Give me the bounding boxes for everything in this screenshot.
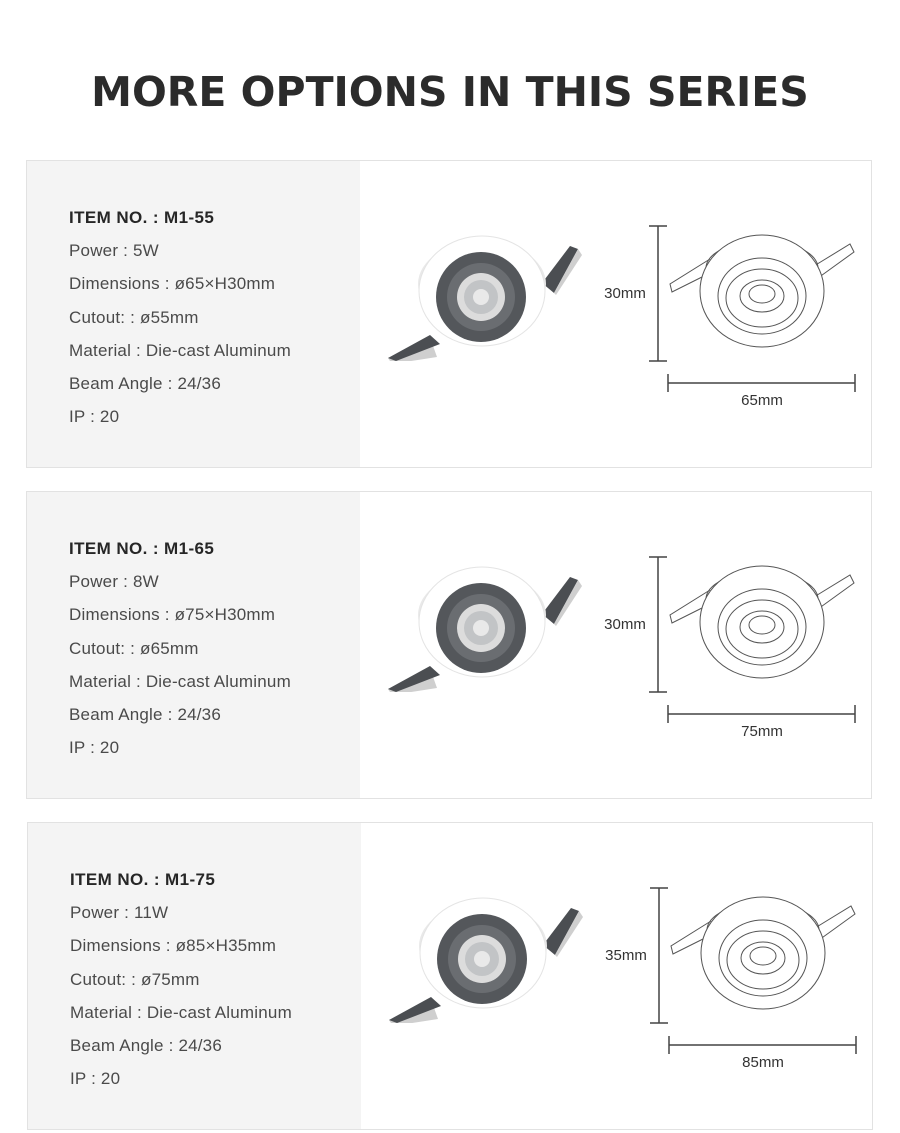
product-card-m1-75 <box>27 822 873 1130</box>
product-photo <box>383 893 583 1023</box>
spec-panel <box>27 492 360 798</box>
page-title: MORE OPTIONS IN THIS SERIES <box>91 68 809 116</box>
item-number: ITEM NO. : M1-75 <box>70 870 216 889</box>
spec-dimensions: Dimensions : ø85×H35mm <box>70 936 277 956</box>
spec-power: Power : 8W <box>69 572 159 592</box>
dimension-drawing <box>592 216 867 416</box>
spec-beam-angle: Beam Angle : 24/36 <box>69 373 221 393</box>
item-number: ITEM NO. : M1-55 <box>69 208 215 227</box>
width-label: 65mm <box>741 392 783 409</box>
product-photo <box>382 231 582 361</box>
width-label: 85mm <box>742 1054 784 1071</box>
height-label: 30mm <box>604 616 646 633</box>
product-photo <box>382 562 582 692</box>
spec-power: Power : 5W <box>69 241 159 261</box>
dimension-drawing <box>592 547 867 747</box>
spec-list <box>69 532 291 764</box>
product-card-m1-65 <box>26 491 872 799</box>
spec-list <box>69 201 291 433</box>
spec-material: Material : Die-cast Aluminum <box>70 1002 292 1022</box>
spec-panel <box>27 161 360 467</box>
spec-beam-angle: Beam Angle : 24/36 <box>69 704 221 724</box>
height-label: 35mm <box>605 947 647 964</box>
spec-material: Material : Die-cast Aluminum <box>69 340 291 360</box>
height-label: 30mm <box>604 285 646 302</box>
spec-list <box>70 863 292 1095</box>
spec-ip: IP : 20 <box>69 407 120 427</box>
spec-cutout: Cutout: : ø55mm <box>69 307 199 327</box>
width-label: 75mm <box>741 723 783 740</box>
spec-dimensions: Dimensions : ø65×H30mm <box>69 274 276 294</box>
spec-power: Power : 11W <box>70 903 169 923</box>
spec-material: Material : Die-cast Aluminum <box>69 671 291 691</box>
product-card-m1-55 <box>26 160 872 468</box>
spec-ip: IP : 20 <box>70 1069 121 1089</box>
spec-dimensions: Dimensions : ø75×H30mm <box>69 605 276 625</box>
item-number: ITEM NO. : M1-65 <box>69 539 215 558</box>
spec-ip: IP : 20 <box>69 738 120 758</box>
dimension-drawing <box>593 878 868 1078</box>
spec-panel <box>28 823 361 1129</box>
spec-cutout: Cutout: : ø75mm <box>70 969 200 989</box>
spec-beam-angle: Beam Angle : 24/36 <box>70 1035 222 1055</box>
spec-cutout: Cutout: : ø65mm <box>69 638 199 658</box>
